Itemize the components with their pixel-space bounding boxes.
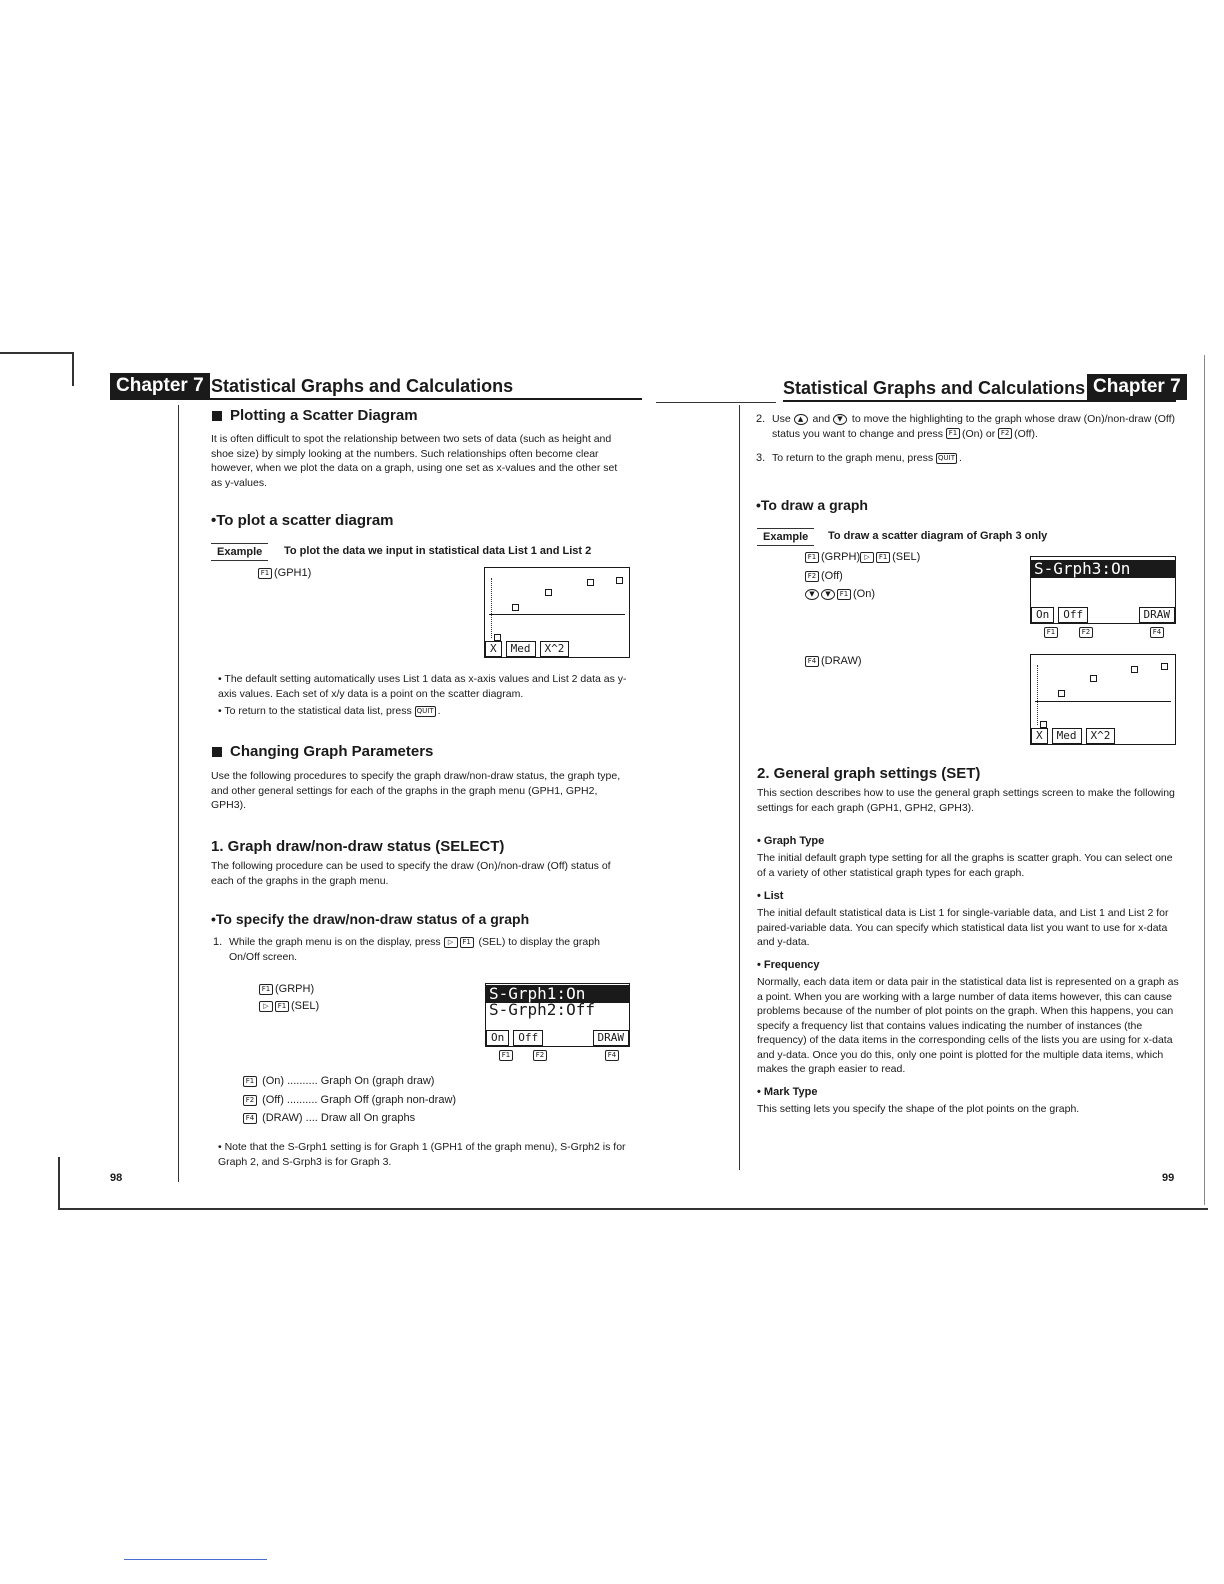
f1-key-icon: F1: [499, 1050, 513, 1061]
select-paragraph: The following procedure can be used to specify the draw (On)/non-draw (Off) status of each of the graphs in the graph menu.: [211, 860, 611, 887]
fkey-row-left: [605, 1050, 621, 1061]
example-text: To draw a scatter diagram of Graph 3 only: [828, 530, 1048, 542]
scan-artifact-line: [124, 1559, 267, 1560]
step1-text: [229, 935, 631, 964]
subheading-draw-graph: •To draw a graph: [756, 497, 868, 513]
key-sequence-on: [805, 587, 875, 602]
fkey-row-right: [1150, 627, 1166, 638]
page-divider: [739, 405, 740, 1170]
key-sequence-gph1: [258, 566, 311, 581]
key-sequence-text: (SEL): [892, 551, 921, 563]
bullet-text: • To return to the statistical data list, press: [218, 705, 412, 717]
select-screen-left: [485, 983, 630, 1047]
margin-line-left: [178, 405, 179, 1182]
select-function-menu: [1031, 607, 1175, 623]
chapter-badge-right: Chapter 7: [1087, 374, 1187, 400]
f1-key-icon: F1: [460, 937, 474, 948]
right-arrow-key-icon: ▷: [860, 552, 874, 563]
page-number-right: 99: [1162, 1172, 1175, 1184]
f4-key-icon: F4: [243, 1113, 257, 1124]
step2-text: [772, 412, 1180, 441]
section-title-text: Plotting a Scatter Diagram: [230, 407, 418, 424]
bullet-title-graph-type: • Graph Type: [757, 835, 825, 847]
key-sequence-draw: [805, 654, 862, 669]
f4-key-icon: F4: [805, 656, 819, 667]
menu-off: Off: [513, 1030, 543, 1046]
subheading-plot-scatter: •To plot a scatter diagram: [211, 512, 394, 529]
list-text: The initial default statistical data is List 1 for single-variable data, and List 1 and List 2 for paired-variable data. You can specify which statistical data list you want to use for x-data and y-data.: [757, 907, 1169, 948]
f1-key-icon: F1: [243, 1076, 257, 1087]
example-label: Example: [757, 528, 814, 546]
section-square-icon: [212, 411, 222, 421]
step3-text: [772, 451, 1172, 466]
f1-key-icon: F1: [1044, 627, 1058, 638]
fkey-desc-on: [243, 1074, 434, 1089]
step1-b: (SEL) to display the graph On/Off screen.: [229, 936, 600, 963]
scatter-plot-screen-right: [1030, 654, 1176, 745]
example-text: To plot the data we input in statistical data List 1 and List 2: [284, 545, 592, 557]
bullet-return-list: [218, 704, 634, 719]
x-axis: [1035, 701, 1171, 702]
bullet-end: .: [437, 705, 441, 717]
menu-on: On: [1031, 607, 1054, 623]
step-number: 3.: [756, 452, 766, 464]
screen-line-2: S-Grph2:Off: [489, 1000, 595, 1019]
menu-x2: X^2: [1086, 728, 1116, 744]
note-sgrph: • Note that the S-Grph1 setting is for Graph 1 (GPH1 of the graph menu), S-Grph2 is for Graph 2, and S-Grph3 is for Graph 3.: [218, 1141, 626, 1168]
f1-key-icon: F1: [837, 589, 851, 600]
heading-select: 1. Graph draw/non-draw status (SELECT): [211, 838, 505, 855]
screen-line-1: S-Grph1:On: [486, 985, 629, 1003]
up-arrow-key-icon: ▲: [794, 414, 808, 425]
key-sequence-text: (GRPH): [821, 551, 861, 563]
step2-d: (On) or: [961, 427, 996, 440]
subheading-specify-status: •To specify the draw/non-draw status of a graph: [211, 911, 530, 927]
menu-draw: DRAW: [1139, 607, 1176, 623]
x-axis: [489, 614, 625, 615]
down-arrow-key-icon: ▼: [833, 414, 847, 425]
scatter-point: [512, 604, 519, 611]
scatter-point: [1090, 675, 1097, 682]
fkey-row-left: [533, 1050, 549, 1061]
f2-key-icon: F2: [243, 1095, 257, 1106]
down-arrow-key-icon: ▼: [805, 589, 819, 600]
step3-a: To return to the graph menu, press: [772, 452, 934, 464]
f1-key-icon: F1: [259, 984, 273, 995]
changing-params-paragraph: Use the following procedures to specify the graph draw/non-draw status, the graph type, and other general settings for each of the graphs in the graph menu (GPH1, GPH2, GPH3).: [211, 770, 621, 811]
page-divider-top: [656, 402, 776, 403]
mark-type-text: This setting lets you specify the shape of the plot points on the graph.: [757, 1103, 1080, 1115]
bullet-title-frequency: • Frequency: [757, 959, 820, 971]
step2-c: to move the highlighting to the graph whose draw (On)/non-draw (Off) status you want to change and press: [772, 413, 1176, 440]
frequency-text: Normally, each data item or data pair in the statistical data list is represented on a graph as a point. When you are working with a large number of data items however, this can cause problems because of the number of plot points on the graph. When this happens, you can specify a frequency list that contains values indicating the number of instances (the frequency) of the data items in the corresponding cells of the lists you are using for x-data and y-data. Once you do this, only one point is plotted for the multiple data items, which makes the graph easier to read.: [757, 976, 1179, 1075]
fkey-desc-text: (On) .......... Graph On (graph draw): [262, 1075, 435, 1087]
bullet-title-list: • List: [757, 890, 784, 902]
header-rule-left: [110, 398, 642, 400]
step1-a: While the graph menu is on the display, press: [229, 936, 441, 948]
example-label: Example: [211, 543, 268, 561]
down-arrow-key-icon: ▼: [821, 589, 835, 600]
menu-x: X: [1031, 728, 1048, 744]
menu-on: On: [486, 1030, 509, 1046]
menu-x: X: [485, 641, 502, 657]
section-title-changing-params: [212, 742, 433, 762]
quit-key-icon: QUIT: [416, 706, 434, 715]
step3-end: .: [959, 452, 962, 464]
page-header-title-left: Statistical Graphs and Calculations: [211, 376, 514, 396]
scatter-point: [545, 589, 552, 596]
page-number-left: 98: [110, 1172, 123, 1184]
page-edge-mark: [72, 352, 74, 386]
fkey-row-left: [499, 1050, 515, 1061]
key-sequence-text: (Off): [821, 570, 843, 582]
menu-draw: DRAW: [593, 1030, 630, 1046]
section-square-icon: [212, 747, 222, 757]
f4-key-icon: F4: [605, 1050, 619, 1061]
f1-key-icon: F1: [876, 552, 890, 563]
step-number: 2.: [756, 413, 766, 425]
fkey-desc-text: (DRAW) .... Draw all On graphs: [262, 1112, 416, 1124]
step2-b: and: [812, 413, 831, 425]
f2-key-icon: F2: [533, 1050, 547, 1061]
graph-function-menu: [485, 641, 629, 657]
f1-key-icon: F1: [275, 1001, 289, 1012]
fkey-row-right: [1079, 627, 1095, 638]
key-sequence-off: [805, 569, 843, 584]
scatter-point: [1161, 663, 1168, 670]
scatter-point: [1058, 690, 1065, 697]
scatter-point: [1040, 721, 1047, 728]
select-screen-right: [1030, 556, 1176, 624]
key-sequence-grph-sel: [805, 550, 920, 565]
select-function-menu: [486, 1030, 629, 1046]
fkey-row-right: [1044, 627, 1060, 638]
fkey-desc-off: [243, 1093, 456, 1108]
scatter-intro-paragraph: It is often difficult to spot the relationship between two sets of data (such as height and shoe size) by simply looking at the numbers. Such relationships often become clear however, when we plot the data on a graph, using one set as x-values and the other set as y-values.: [211, 433, 618, 489]
bullet-default-setting: • The default setting automatically uses List 1 data as x-axis values and List 2 data as y-axis values. Each set of x/y data is a point on the scatter diagram.: [218, 673, 627, 700]
f2-key-icon: F2: [1079, 627, 1093, 638]
key-sequence-grph: [259, 982, 314, 997]
right-arrow-key-icon: ▷: [259, 1001, 273, 1012]
page-edge-mark: [0, 352, 72, 354]
scatter-point: [616, 577, 623, 584]
right-arrow-key-icon: ▷: [444, 937, 458, 948]
scatter-plot-screen-left: [484, 567, 630, 658]
f1-key-icon: F1: [258, 568, 272, 579]
menu-x2: X^2: [540, 641, 570, 657]
fkey-desc-text: (Off) .......... Graph Off (graph non-draw): [262, 1094, 457, 1106]
f2-key-icon: F2: [998, 428, 1012, 439]
chapter-badge-left: Chapter 7: [110, 373, 210, 399]
key-sequence-text: (On): [853, 588, 875, 600]
scatter-point: [587, 579, 594, 586]
key-sequence-sel: [259, 999, 319, 1014]
f4-key-icon: F4: [1150, 627, 1164, 638]
scatter-point: [494, 634, 501, 641]
section-title-text: Changing Graph Parameters: [230, 743, 434, 760]
fkey-desc-draw: [243, 1111, 415, 1126]
bottom-rule: [58, 1208, 1208, 1210]
key-sequence-text: (GPH1): [274, 567, 312, 579]
header-rule-right: [783, 400, 1176, 402]
menu-med: Med: [1052, 728, 1082, 744]
set-paragraph: This section describes how to use the general graph settings screen to make the following settings for each graph (GPH1, GPH2, GPH3).: [757, 787, 1175, 814]
page-edge-mark: [1204, 355, 1205, 1205]
y-axis: [1037, 665, 1039, 725]
graph-function-menu: [1031, 728, 1175, 744]
f1-key-icon: F1: [805, 552, 819, 563]
scatter-point: [1131, 666, 1138, 673]
f2-key-icon: F2: [805, 571, 819, 582]
quit-key-icon: QUIT: [938, 453, 955, 462]
bullet-title-mark-type: • Mark Type: [757, 1086, 818, 1098]
key-sequence-text: (DRAW): [821, 655, 862, 667]
step2-a: Use: [772, 413, 791, 425]
graph-type-text: The initial default graph type setting for all the graphs is scatter graph. You can select one of a variety of other statistical graph types for each graph.: [757, 852, 1173, 879]
f1-key-icon: F1: [946, 428, 960, 439]
page-header-title-right: Statistical Graphs and Calculations: [783, 378, 1086, 398]
y-axis: [491, 578, 493, 638]
step-number: 1.: [213, 936, 223, 948]
step2-e: (Off).: [1014, 427, 1038, 440]
key-sequence-text: (GRPH): [275, 983, 315, 995]
menu-med: Med: [506, 641, 536, 657]
section-title-scatter: [212, 406, 418, 426]
screen-line-1: S-Grph3:On: [1031, 560, 1175, 578]
page-edge-mark: [58, 1157, 60, 1209]
menu-off: Off: [1058, 607, 1088, 623]
heading-set: 2. General graph settings (SET): [757, 765, 981, 782]
key-sequence-text: (SEL): [291, 1000, 320, 1012]
